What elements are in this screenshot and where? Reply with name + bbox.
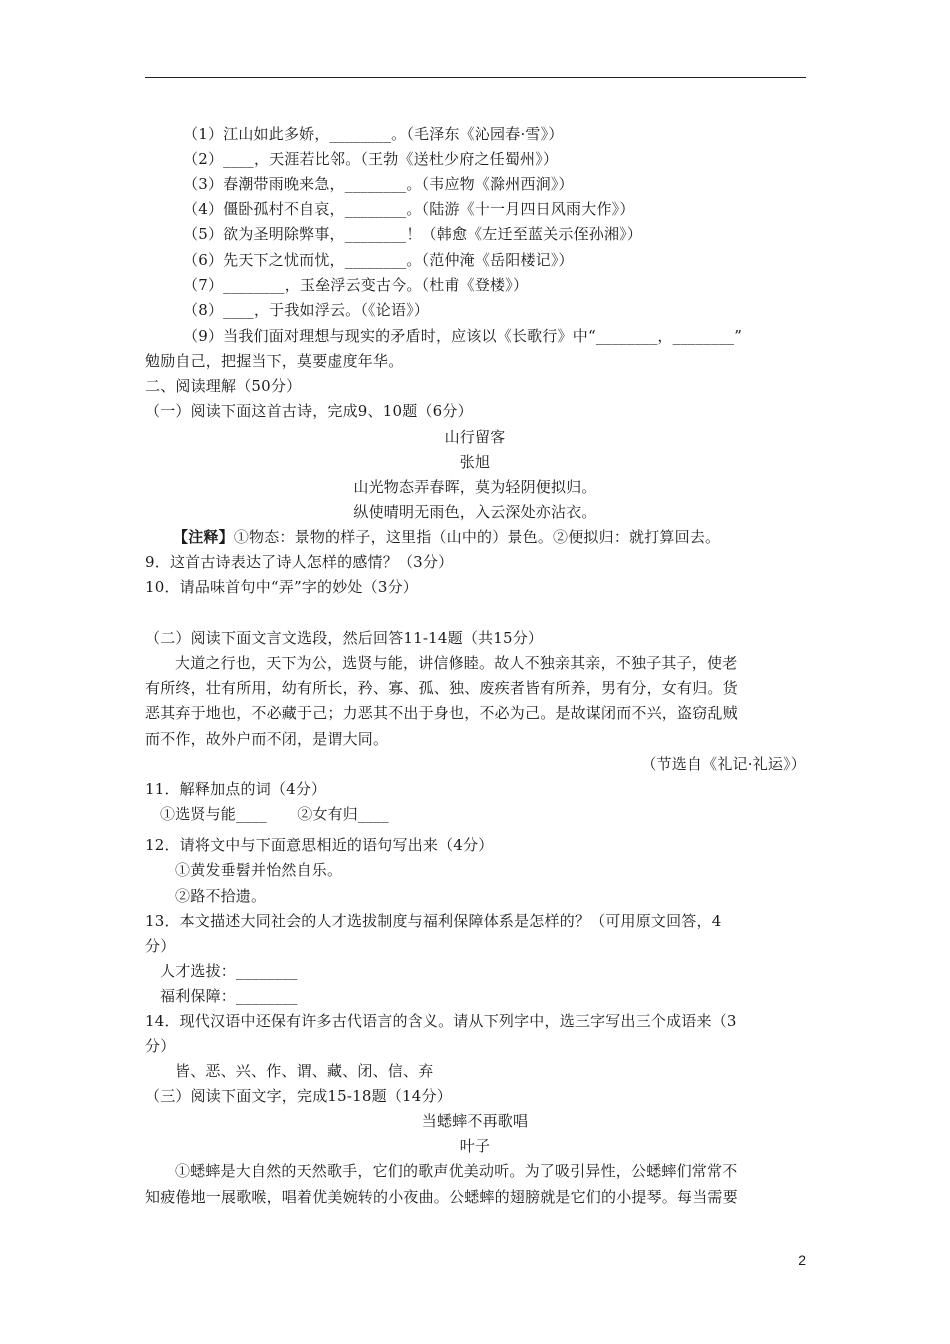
poem-note [173,527,720,547]
note-label: 【注释】 [173,528,234,546]
classical-heading: （二）阅读下面文言文选段，然后回答11-14题（共15分） [145,629,544,647]
section-heading: 二、阅读理解（50分） [145,377,302,395]
fill-item-7: （7）________，玉垒浮云变古今。（杜甫《登楼》） [183,276,529,294]
classical-text-3: 恶其弃于地也，不必藏于己；力恶其不出于身也，不必为己。是故谋闭而不兴，盗窃乱贼 [145,704,738,722]
classical-text-1: 大道之行也，天下为公，选贤与能，讲信修睦。故人不独亲其亲，不独子其子，使老 [175,654,738,672]
question-11: 11．解释加点的词（4分） [145,780,327,798]
question-11-items: ①选贤与能____ ②女有归____ [160,805,389,823]
question-14: 14．现代汉语中还保有许多古代语言的含义。请从下列字中，选三字写出三个成语来（3 [145,1012,737,1030]
fill-item-3: （3）春潮带雨晚来急，________。（韦应物《滁州西涧》） [183,175,574,193]
fill-item-5: （5）欲为圣明除弊事，________！（韩愈《左迁至蓝关示侄孙湘》） [183,225,643,243]
classical-text-4: 而不作，故外户而不闭，是谓大同。 [145,730,389,748]
poem-line-1: 山光物态弄春晖，莫为轻阴便拟归。 [353,478,597,496]
classical-text-2: 有所终，壮有所用，幼有所长，矜、寡、孤、独、废疾者皆有所养，男有分，女有归。货 [145,679,738,697]
modern-author: 叶子 [459,1137,491,1155]
question-14-cont: 分） [145,1037,176,1055]
question-9: 9．这首古诗表达了诗人怎样的感情？（3分） [145,553,454,571]
page-number: 2 [798,1252,806,1268]
question-13: 13．本文描述大同社会的人才选拔制度与福利保障体系是怎样的？（可用原文回答，4 [145,912,722,930]
poem-title: 山行留客 [444,428,506,446]
fill-item-6: （6）先天下之忧而忧，________。（范仲淹《岳阳楼记》） [183,251,574,269]
question-13-talent: 人才选拔：________ [160,962,298,980]
modern-heading: （三）阅读下面文字，完成15-18题（14分） [145,1087,452,1105]
question-12: 12．请将文中与下面意思相近的语句写出来（4分） [145,836,494,854]
modern-title: 当蟋蟀不再歌唱 [421,1112,529,1130]
question-12-a: ①黄发垂髫并怡然自乐。 [175,861,343,879]
header-rule [145,77,806,78]
question-12-b: ②路不拾遗。 [175,887,267,905]
modern-text-2: 知疲倦地一展歌喉，唱着优美婉转的小夜曲。公蟋蟀的翅膀就是它们的小提琴。每当需要 [145,1188,738,1206]
poem-line-2: 纵使晴明无雨色，入云深处亦沾衣。 [353,503,597,521]
classical-source: （节选自《礼记·礼运》） [641,755,806,773]
fill-item-2: （2）____，天涯若比邻。（王勃《送杜少府之任蜀州》） [183,150,559,168]
fill-item-8: （8）____，于我如浮云。（《论语》） [183,301,430,319]
fill-item-9-cont: 勉励自己，把握当下，莫要虚度年华。 [145,352,404,370]
question-13-cont: 分） [145,937,176,955]
question-13-welfare: 福利保障：________ [160,987,298,1005]
fill-item-9: （9）当我们面对理想与现实的矛盾时，应该以《长歌行》中“________，________” [183,327,743,345]
note-text: ①物态：景物的样子，这里指（山中的）景色。②便拟归：就打算回去。 [233,528,721,546]
question-14-chars: 皆、恶、兴、作、谓、藏、闭、信、弃 [175,1062,434,1080]
poem-heading: （一）阅读下面这首古诗，完成9、10题（6分） [145,402,473,420]
question-10: 10．请品味首句中“弄”字的妙处（3分） [145,578,418,596]
fill-item-4: （4）僵卧孤村不自哀，________。（陆游《十一月四日风雨大作》） [183,200,635,218]
poem-author: 张旭 [459,453,491,471]
fill-item-1: （1）江山如此多娇，________。（毛泽东《沁园春·雪》） [183,125,564,143]
modern-text-1: ①蟋蟀是大自然的天然歌手，它们的歌声优美动听。为了吸引异性，公蟋蟀们常常不 [175,1162,738,1180]
